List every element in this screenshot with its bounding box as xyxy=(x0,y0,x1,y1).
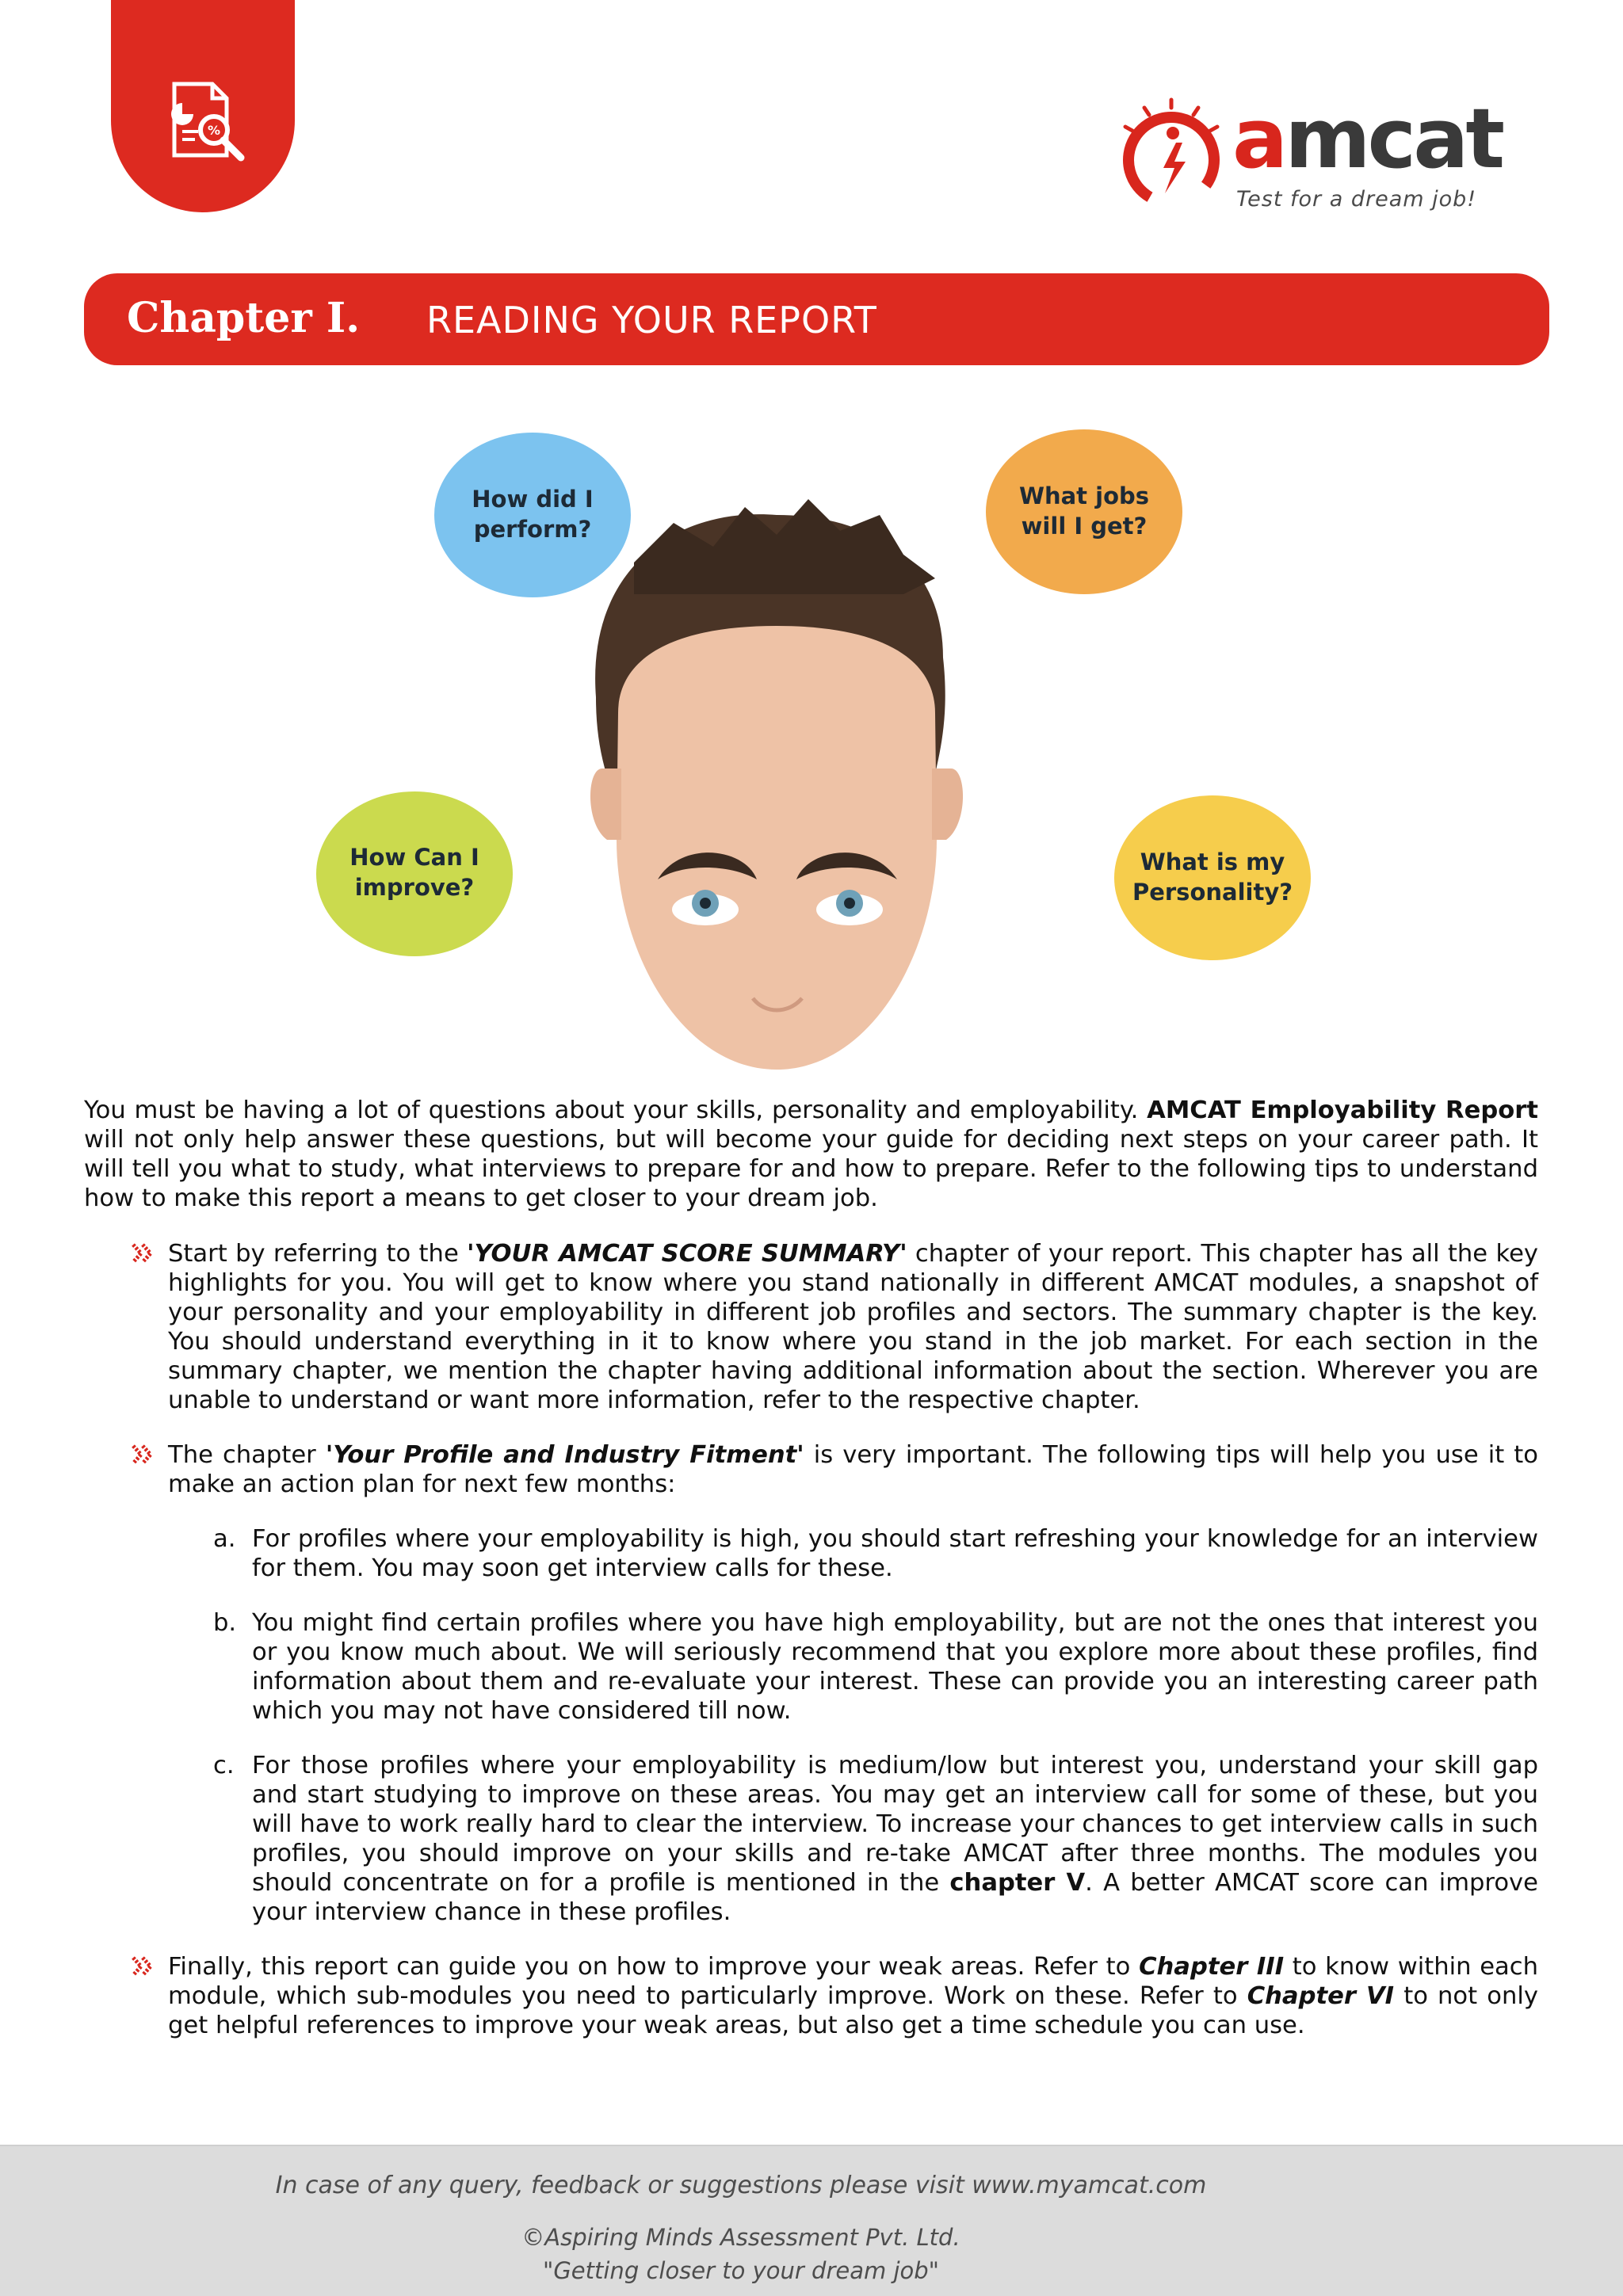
double-chevron-bullet-icon xyxy=(132,1444,155,1465)
sub-tip-item: b. You might find certain profiles where you have high employability, but are not the ones that interest you or you know much about. We will seriously recommend that you explore more about these profiles, find information about them and re-evaluate your interest. These can provide you an interesting career path which you may not have considered till now. xyxy=(213,1609,1538,1725)
intro-paragraph: You must be having a lot of questions about your skills, personality and employability. AMCAT Employability Report will not only help answer these questions, but will become your guide for deciding next steps on your career path. It will tell you what to study, what interviews to prepare for and how to prepare. Refer to the following tips to understand how to make this report a means to get closer to your dream job. xyxy=(84,1097,1538,1212)
tip-item: Start by referring to the 'YOUR AMCAT SCORE SUMMARY' chapter of your report. This chapter has all the key highlights for you. You will get to know where you stand nationally in different AMCAT modules, a snapshot of your personality and your employability in different job profiles and sectors. The summary chapter is the key. You should understand everything in it to know where you stand in the job market. For each section in the summary chapter, we mention the chapter having additional information about the section. Wherever you are unable to understand or want more information, refer to the respective chapter. xyxy=(84,1239,1538,1415)
bubble-what-jobs xyxy=(986,429,1182,594)
bubble-4-line1: What is my xyxy=(1140,849,1285,875)
chapter-number: Chapter I. xyxy=(127,294,361,342)
sub-tip-item: a. For profiles where your employability is high, you should start refreshing your knowledge for an interview for them. You may soon get interview calls for these. xyxy=(213,1525,1538,1582)
svg-text:%: % xyxy=(207,123,221,138)
bubble-what-is-my-personality xyxy=(1114,795,1311,960)
bubble-1-line2: perform? xyxy=(473,516,592,543)
footer-copyright: ©Aspiring Minds Assessment Pvt. Ltd. xyxy=(521,2224,960,2251)
person-looking-up-illustration xyxy=(590,499,963,1070)
double-chevron-bullet-icon xyxy=(132,1956,155,1977)
chapter-vi-reference: Chapter VI xyxy=(1247,1982,1395,2010)
hero-illustration xyxy=(301,396,1335,1070)
chapter-title: READING YOUR REPORT xyxy=(426,299,877,341)
bubble-3-line2: improve? xyxy=(354,874,475,901)
amcat-emblem-icon xyxy=(1109,95,1236,222)
sub-tip-item: c. For those profiles where your employability is medium/low but interest you, understand your skill gap and start studying to improve on these areas. You may get an interview call for some of these, but you will have to work really hard to clear the interview. To increase your chances to get interview calls in such profiles, you should improve on your skills and re-take AMCAT after three months. The modules you should concentrate on for a profile is mentioned in the chapter V. A better AMCAT score can improve your interview chance in these profiles. xyxy=(213,1752,1538,1926)
chapter-banner xyxy=(84,273,1549,365)
bubble-4-line2: Personality? xyxy=(1132,879,1293,906)
chapter-iii-reference: Chapter III xyxy=(1139,1953,1285,1981)
amcat-tagline: Test for a dream job! xyxy=(1236,187,1477,212)
tip-1-emphasis: 'YOUR AMCAT SCORE SUMMARY' xyxy=(467,1240,907,1268)
footer-slogan: "Getting closer to your dream job" xyxy=(542,2257,939,2284)
bubble-how-can-i-improve xyxy=(316,791,513,956)
intro-bold-report-name: AMCAT Employability Report xyxy=(1147,1097,1538,1124)
bubble-1-line1: How did I xyxy=(472,486,594,513)
bubble-2-line1: What jobs xyxy=(1018,482,1150,509)
chapter-v-reference: chapter V xyxy=(949,1869,1086,1897)
bubble-2-line2: will I get? xyxy=(1021,513,1148,540)
tip-item: The chapter 'Your Profile and Industry Fitment' is very important. The following tips will help you use it to make an action plan for next few months: a. For profiles where your employability is high, you should start refreshing your knowledge for an interview for them. You may soon get interview calls for these. b. You might find certain profiles where you have high employability, but are not the ones that interest you or you know much about. We will seriously recommend that you explore more about these profiles, find information about them and re-evaluate your interest. These can provide you an interesting career path which you may not have considered till now. c. For those profiles where your employability is medium/low but interest you, understand your skill gap and start studying to improve on these areas. You may get an interview call for some of these, but you will have to work really hard to clear the interview. To increase your chances to get interview calls in such profiles, you should improve on your skills and re-take AMCAT after three months. The modules you should concentrate on for a profile is mentioned in the chapter V. A better AMCAT score can improve your interview chance in these profiles. xyxy=(84,1440,1538,1927)
bubble-how-did-i-perform xyxy=(434,433,631,597)
report-icon-tab xyxy=(111,0,295,212)
sub-tips-list xyxy=(168,1524,1538,1927)
bubble-3-line1: How Can I xyxy=(349,844,479,871)
page-footer xyxy=(0,2145,1623,2296)
report-search-icon xyxy=(163,79,246,162)
footer-query-text: In case of any query, feedback or suggestions please visit www.myamcat.com xyxy=(275,2172,1207,2199)
tip-2-emphasis: 'Your Profile and Industry Fitment' xyxy=(325,1441,804,1469)
double-chevron-bullet-icon xyxy=(132,1243,155,1264)
amcat-wordmark: amcat xyxy=(1232,90,1503,187)
tip-item: Finally, this report can guide you on how to improve your weak areas. Refer to Chapter III to know within each module, which sub-modules you need to particularly improve. Work on these. Refer to Chapter VI to not only get helpful references to improve your weak areas, but also get a time schedule you can use. xyxy=(84,1952,1538,2040)
tips-list xyxy=(84,1239,1538,2065)
amcat-logo xyxy=(1109,90,1522,222)
